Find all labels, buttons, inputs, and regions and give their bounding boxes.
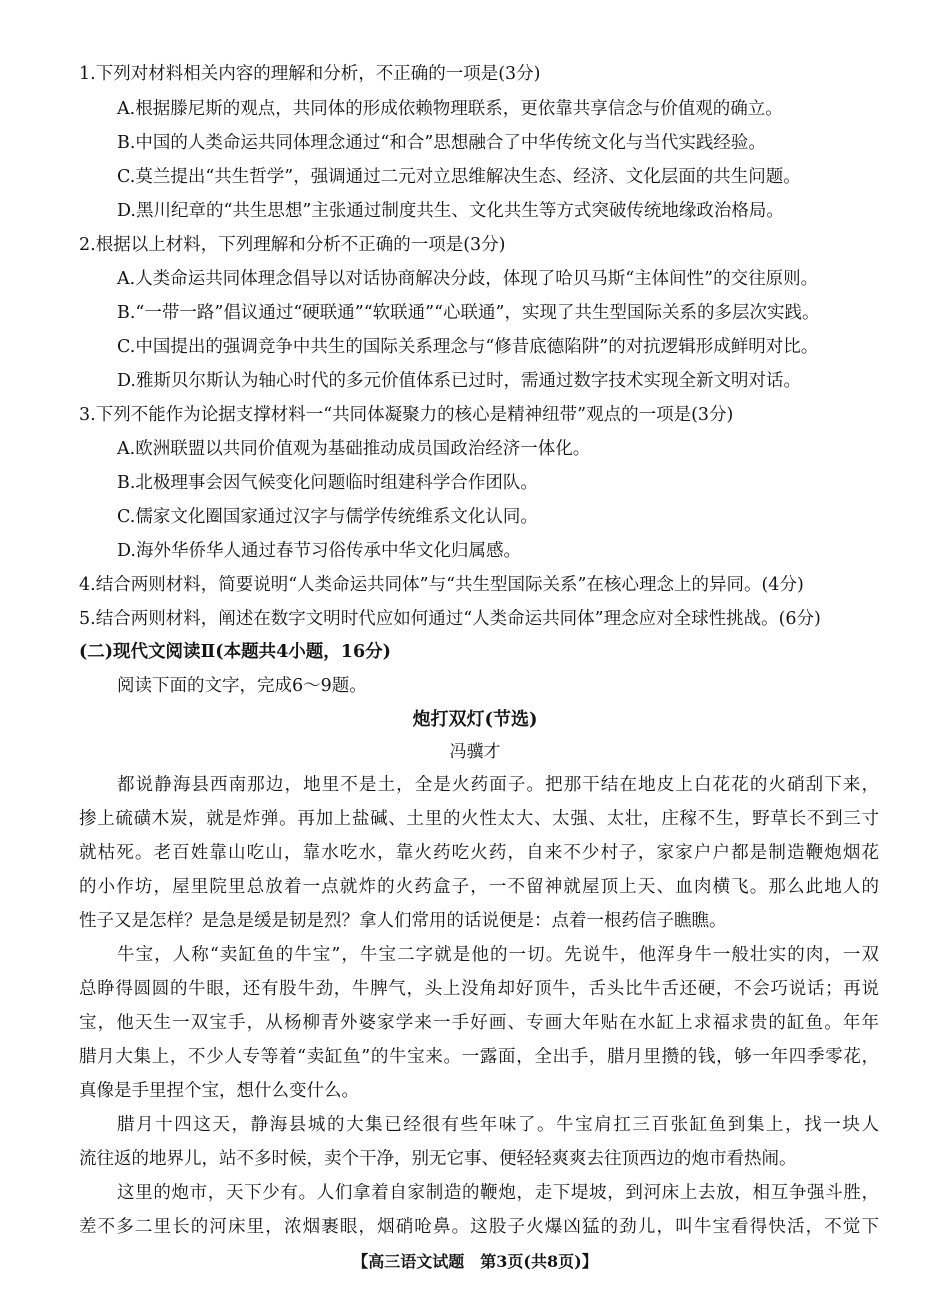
question-5-stem: 5.结合两则材料，阐述在数字文明时代应如何通过“人类命运共同体”理念应对全球性挑战。(6分) <box>79 609 821 629</box>
question-2-option-d: D.雅斯贝尔斯认为轴心时代的多元价值体系已过时，需通过数字技术实现全新文明对话。 <box>117 371 801 391</box>
paragraph-4-line: 这里的炮市，天下少有。人们拿着自家制造的鞭炮，走下堤坡，到河床上去放，相互争强斗胜， <box>117 1183 879 1203</box>
paragraph-1-line: 就枯死。老百姓靠山吃山，靠水吃水，靠火药吃火药，自来不少村子，家家户户都是制造鞭炮烟花 <box>79 843 879 863</box>
question-2-option-b: B.“一带一路”倡议通过“硬联通”“软联通”“心联通”，实现了共生型国际关系的多层次实践。 <box>117 303 820 323</box>
question-1-option-b: B.中国的人类命运共同体理念通过“和合”思想融合了中华传统文化与当代实践经验。 <box>117 133 766 153</box>
page-footer: 【高三语文试题 第3页(共8页)】 <box>352 1252 598 1271</box>
paragraph-1-line: 都说静海县西南那边，地里不是土，全是火药面子。把那干结在地皮上白花花的火硝刮下来， <box>117 775 879 795</box>
paragraph-2-line: 牛宝，人称“卖缸鱼的牛宝”，牛宝二字就是他的一切。先说牛，他浑身牛一般壮实的肉，一双 <box>117 945 879 965</box>
paragraph-2-line: 腊月大集上，不少人专等着“卖缸鱼”的牛宝来。一露面，全出手，腊月里攒的钱，够一年四季零花， <box>79 1047 879 1067</box>
question-3-option-a: A.欧洲联盟以共同价值观为基础推动成员国政治经济一体化。 <box>117 439 591 459</box>
section-instruction: 阅读下面的文字，完成6～9题。 <box>117 676 367 696</box>
article-author: 冯骥才 <box>449 742 501 762</box>
paragraph-1-line: 掺上硫磺木炭，就是炸弹。再加上盐碱、土里的火性太大、太强、太壮，庄稼不生，野草长不到三寸 <box>79 809 879 829</box>
question-3-option-c: C.儒家文化圈国家通过汉字与儒学传统维系文化认同。 <box>117 507 538 527</box>
paragraph-2-line: 总睁得圆圆的牛眼，还有股牛劲，牛脾气，头上没角却好顶牛，舌头比牛舌还硬，不会巧说话；再说 <box>79 979 879 999</box>
article-title: 炮打双灯(节选) <box>412 709 538 730</box>
question-2-option-a: A.人类命运共同体理念倡导以对话协商解决分歧，体现了哈贝马斯“主体间性”的交往原则。 <box>117 269 819 289</box>
question-3-option-b: B.北极理事会因气候变化问题临时组建科学合作团队。 <box>117 473 538 493</box>
paragraph-4-line: 差不多二里长的河床里，浓烟裹眼，烟硝呛鼻。这股子火爆凶猛的劲儿，叫牛宝看得快活，不觉下 <box>79 1217 879 1237</box>
paragraph-2-line: 真像是手里捏个宝，想什么变什么。 <box>79 1081 359 1101</box>
question-1-option-c: C.莫兰提出“共生哲学”，强调通过二元对立思维解决生态、经济、文化层面的共生问题。 <box>117 167 801 187</box>
question-3-option-d: D.海外华侨华人通过春节习俗传承中华文化归属感。 <box>117 541 521 561</box>
question-4-stem: 4.结合两则材料，简要说明“人类命运共同体”与“共生型国际关系”在核心理念上的异同。(4分) <box>79 575 804 595</box>
question-2-stem: 2.根据以上材料，下列理解和分析不正确的一项是(3分) <box>79 235 506 255</box>
section-heading: (二)现代文阅读Ⅱ(本题共4小题，16分) <box>79 642 391 662</box>
question-1-option-d: D.黑川纪章的“共生思想”主张通过制度共生、文化共生等方式突破传统地缘政治格局。 <box>117 201 784 221</box>
paragraph-1-line: 的小作坊，屋里院里总放着一点就炸的火药盒子，一不留神就屋顶上天、血肉横飞。那么此地人的 <box>79 877 879 897</box>
question-3-stem: 3.下列不能作为论据支撑材料一“共同体凝聚力的核心是精神纽带”观点的一项是(3分) <box>79 405 734 425</box>
paragraph-1-line: 性子又是怎样？是急是缓是韧是烈？拿人们常用的话说便是：点着一根药信子瞧瞧。 <box>79 911 727 931</box>
question-1-option-a: A.根据滕尼斯的观点，共同体的形成依赖物理联系，更依靠共享信念与价值观的确立。 <box>117 99 783 119</box>
paragraph-3-line: 流往返的地界儿，站不多时候，卖个干净，别无它事、便轻轻爽爽去往顶西边的炮市看热闹。 <box>79 1149 797 1169</box>
question-2-option-c: C.中国提出的强调竞争中共生的国际关系理念与“修昔底德陷阱”的对抗逻辑形成鲜明对比。 <box>117 337 819 357</box>
question-1-stem: 1.下列对材料相关内容的理解和分析，不正确的一项是(3分) <box>79 64 541 84</box>
paragraph-2-line: 宝，他天生一双宝手，从杨柳青外婆家学来一手好画、专画大年贴在水缸上求福求贵的缸鱼。年年 <box>79 1013 879 1033</box>
paragraph-3-line: 腊月十四这天，静海县城的大集已经很有些年味了。牛宝肩扛三百张缸鱼到集上，找一块人 <box>117 1115 879 1135</box>
